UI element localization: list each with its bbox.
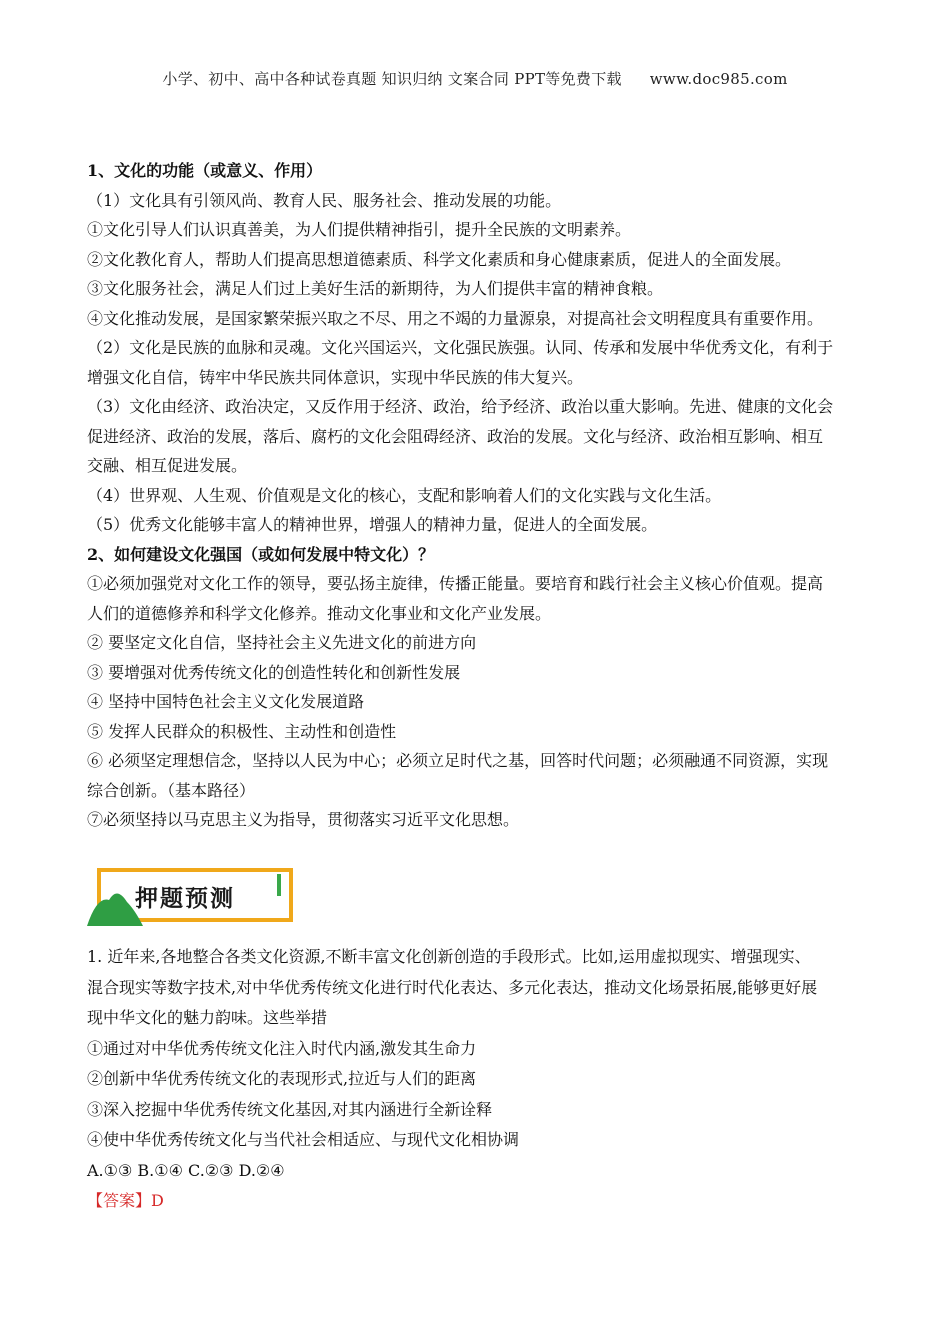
prediction-badge xyxy=(87,866,299,928)
section2-line: ④ 坚持中国特色社会主义文化发展道路 xyxy=(87,692,365,711)
option-line: ④使中华优秀传统文化与当代社会相适应、与现代文化相协调 xyxy=(87,1130,520,1149)
question-line: 现中华文化的魅力韵味。这些举措 xyxy=(87,1008,328,1027)
section1-line: （4）世界观、人生观、价值观是文化的核心，支配和影响着人们的文化实践与文化生活。 xyxy=(87,485,722,505)
answer-line xyxy=(87,1186,877,1217)
section1-line: （3）文化由经济、政治决定，又反作用于经济、政治，给予经济、政治以重大影响。先进、健康的文化会 xyxy=(87,397,834,416)
badge-label: 押题预测 xyxy=(135,886,235,912)
option-line: ②创新中华优秀传统文化的表现形式,拉近与人们的距离 xyxy=(87,1069,477,1088)
section2-line: ② 要坚定文化自信，坚持社会主义先进文化的前进方向 xyxy=(87,633,477,652)
section2-title: 2、如何建设文化强国（或如何发展中特文化）？ xyxy=(87,544,435,564)
section2-line: 人们的道德修养和科学文化修养。推动文化事业和文化产业发展。 xyxy=(87,603,552,623)
section-functions xyxy=(87,156,877,835)
section1-line: （1）文化具有引领风尚、教育人民、服务社会、推动发展的功能。 xyxy=(87,190,562,210)
answer-tag: 【答案】 xyxy=(87,1191,152,1210)
section1-line: ②文化教化育人，帮助人们提高思想道德素质、科学文化素质和身心健康素质，促进人的全面发展。 xyxy=(87,249,792,269)
section1-line: ④文化推动发展，是国家繁荣振兴取之不尽、用之不竭的力量源泉，对提高社会文明程度具有重要作用。 xyxy=(87,308,824,328)
question-line: 混合现实等数字技术,对中华优秀传统文化进行时代化表达、多元化表达，推动文化场景拓展,能够更好展 xyxy=(87,977,818,997)
question-block xyxy=(87,942,877,1217)
section2-line: ⑤ 发挥人民群众的积极性、主动性和创造性 xyxy=(87,721,397,741)
answer-value: D xyxy=(151,1191,164,1210)
section2-line: ③ 要增强对优秀传统文化的创造性转化和创新性发展 xyxy=(87,662,461,682)
section1-title: 1、文化的功能（或意义、作用） xyxy=(87,161,323,180)
badge-accent xyxy=(277,874,281,896)
section2-line: 综合创新。（基本路径） xyxy=(87,780,256,800)
header-site: www.doc985.com xyxy=(649,70,788,88)
section2-line: ⑦必须坚持以马克思主义为指导，贯彻落实习近平文化思想。 xyxy=(87,810,520,829)
page-header xyxy=(0,68,950,89)
section2-line: ①必须加强党对文化工作的领导，要弘扬主旋律，传播正能量。要培育和践行社会主义核心价值观。提高 xyxy=(87,574,824,593)
section1-line: 促进经济、政治的发展，落后、腐朽的文化会阻碍经济、政治的发展。文化与经济、政治相互影响、相互 xyxy=(87,426,824,446)
section1-line: 增强文化自信，铸牢中华民族共同体意识，实现中华民族的伟大复兴。 xyxy=(87,367,584,387)
option-line: ③深入挖掘中华优秀传统文化基因,对其内涵进行全新诠释 xyxy=(87,1099,493,1119)
section1-line: （2）文化是民族的血脉和灵魂。文化兴国运兴，文化强民族强。认同、传承和发展中华优秀文化，有利于 xyxy=(87,338,834,357)
section2-line: ⑥ 必须坚定理想信念，坚持以人民为中心；必须立足时代之基，回答时代问题；必须融通不同资源，实现 xyxy=(87,751,829,770)
choices-line: A.①③ B.①④ C.②③ D.②④ xyxy=(87,1160,285,1180)
section1-line: ③文化服务社会，满足人们过上美好生活的新期待，为人们提供丰富的精神食粮。 xyxy=(87,279,664,298)
question-line: 1. 近年来,各地整合各类文化资源,不断丰富文化创新创造的手段形式。比如,运用虚拟现实、增强现实、 xyxy=(87,947,811,966)
option-line: ①通过对中华优秀传统文化注入时代内涵,激发其生命力 xyxy=(87,1038,477,1058)
section1-line: 交融、相互促进发展。 xyxy=(87,456,248,475)
section1-line: （5）优秀文化能够丰富人的精神世界，增强人的精神力量，促进人的全面发展。 xyxy=(87,515,658,534)
header-text: 小学、初中、高中各种试卷真题 知识归纳 文案合同 PPT等免费下载 xyxy=(162,70,622,88)
section1-line: ①文化引导人们认识真善美，为人们提供精神指引，提升全民族的文明素养。 xyxy=(87,220,632,239)
